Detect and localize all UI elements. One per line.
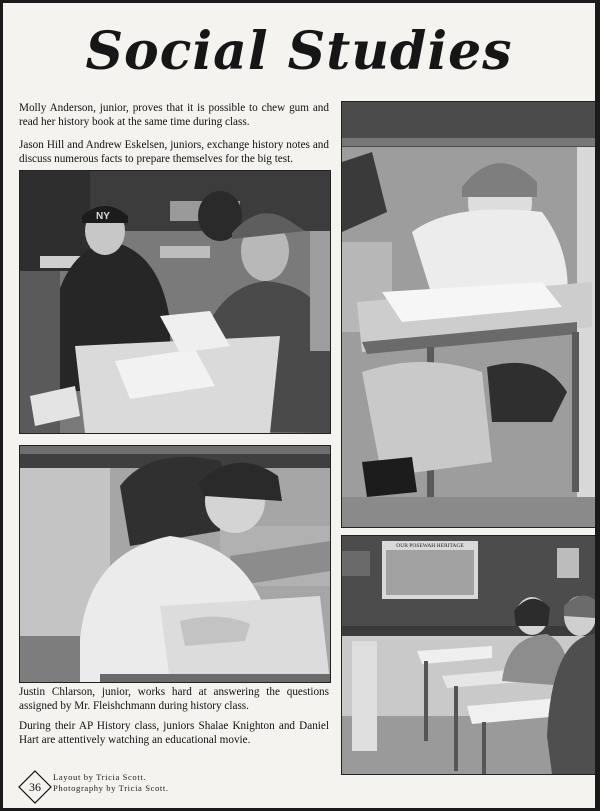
photo-justin (19, 445, 331, 683)
caption-shalae-daniel: During their AP History class, juniors Shalae Knighton and Daniel Hart are attentively watching an educational movie. (19, 720, 329, 747)
cap-logo: NY (96, 211, 110, 222)
yearbook-page (3, 3, 595, 808)
page-title: Social Studies (85, 21, 513, 82)
credit-layout: Layout by Tricia Scott. (53, 772, 147, 782)
caption-justin: Justin Chlarson, junior, works hard at answering the questions assigned by Mr. Fleishchmann during history class. (19, 686, 329, 713)
caption-molly: Molly Anderson, junior, proves that it is possible to chew gum and read her history book at the same time during class. (19, 102, 329, 129)
credit-photography: Photography by Tricia Scott. (53, 783, 169, 793)
poster-heading: OUR POSEWAH HERITAGE (396, 543, 464, 549)
photo-molly (341, 101, 595, 528)
photo-shalae-daniel (341, 535, 595, 775)
page-number: 36 (29, 780, 41, 794)
photo-jason-andrew (19, 170, 331, 434)
caption-jason-andrew: Jason Hill and Andrew Eskelsen, juniors, exchange history notes and discuss numerous facts to prepare themselves for the big test. (19, 139, 329, 166)
credits (53, 772, 169, 794)
